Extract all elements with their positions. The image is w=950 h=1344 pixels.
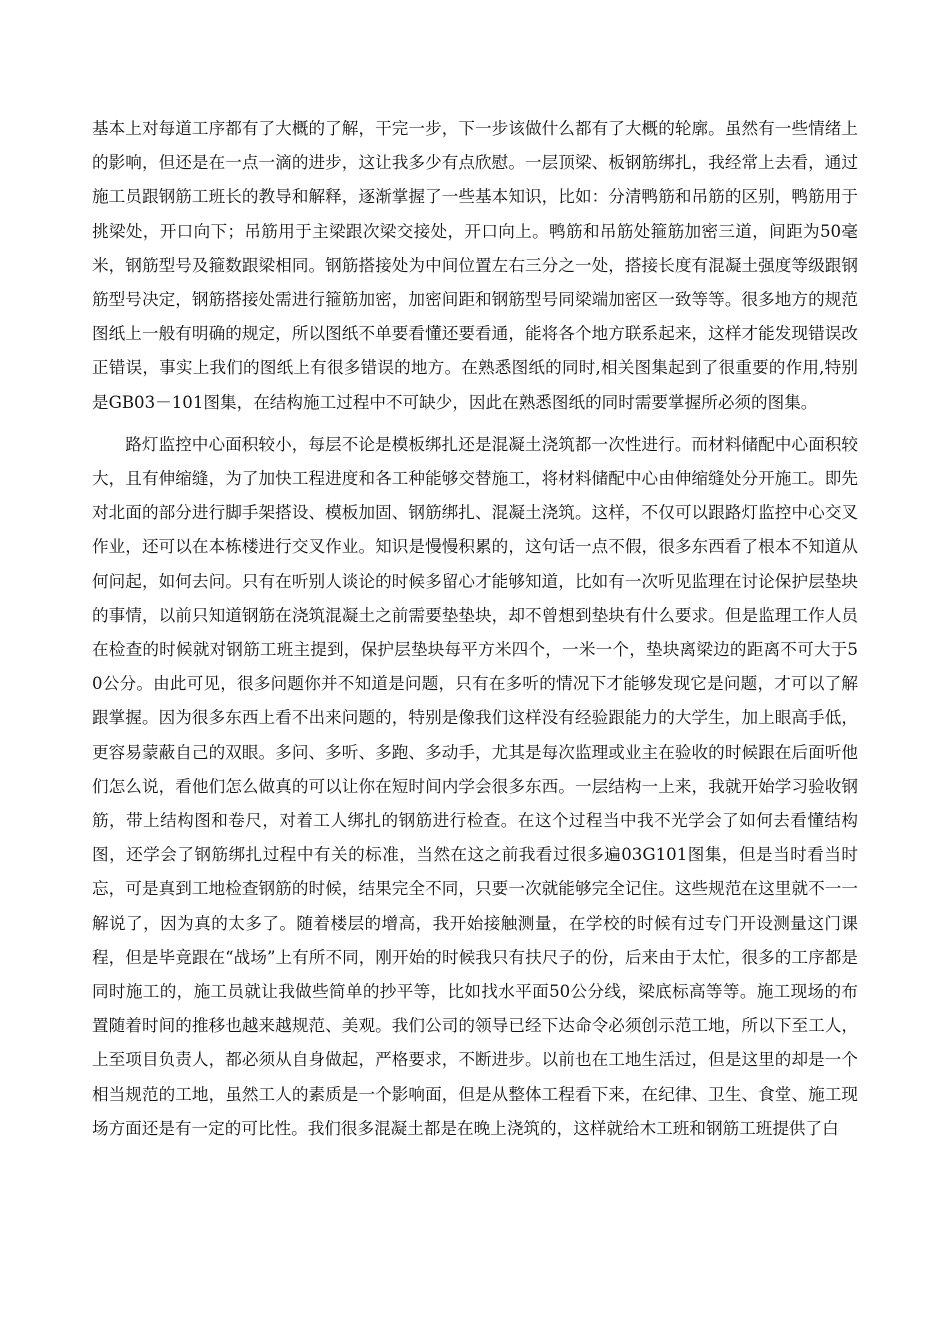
paragraph-1: 基本上对每道工序都有了大概的了解，干完一步，下一步该做什么都有了大概的轮廓。虽然有一些情绪上的影响，但还是在一点一滴的进步，这让我多少有点欣慰。一层顶梁、板钢筋绑扎，我经常上去看，通过施工员跟钢筋工班长的教导和解释，逐渐掌握了一些基本知识，比如：分清鸭筋和吊筋的区别，鸭筋用于挑梁处，开口向下；吊筋用于主梁跟次梁交接处，开口向上。鸭筋和吊筋处箍筋加密三道，间距为50毫米，钢筋型号及箍数跟梁相同。钢筋搭接处为中间位置左右三分之一处，搭接长度有混凝土强度等级跟钢筋型号决定，钢筋搭接处需进行箍筋加密，加密间距和钢筋型号同梁端加密区一致等等。很多地方的规范图纸上一般有明确的规定，所以图纸不单要看懂还要看通，能将各个地方联系起来，这样才能发现错误改正错误，事实上我们的图纸上有很多错误的地方。在熟悉图纸的同时,相关图集起到了很重要的作用,特别是GB03－101图集，在结构施工过程中不可缺少，因此在熟悉图纸的同时需要掌握所必须的图集。 (92, 119, 858, 412)
paragraph-2: 路灯监控中心面积较小，每层不论是模板绑扎还是混凝土浇筑都一次性进行。而材料储配中心面积较大，且有伸缩缝，为了加快工程进度和各工种能够交替施工，将材料储配中心由伸缩缝处分开施工。即先对北面的部分进行脚手架搭设、模板加固、钢筋绑扎、混凝土浇筑。这样，不仅可以跟路灯监控中心交叉作业，还可以在本栋楼进行交叉作业。知识是慢慢积累的，这句话一点不假，很多东西看了根本不知道从何问起，如何去问。只有在听别人谈论的时候多留心才能够知道，比如有一次听见监理在讨论保护层垫块的事情，以前只知道钢筋在浇筑混凝土之前需要垫垫块，却不曾想到垫块有什么要求。但是监理工作人员在检查的时候就对钢筋工班主提到，保护层垫块每平方米四个，一米一个，垫块离梁边的距离不可大于50公分。由此可见，很多问题你并不知道是问题，只有在多听的情况下才能够发现它是问题，才可以了解跟掌握。因为很多东西上看不出来问题的，特别是像我们这样没有经验跟能力的大学生，加上眼高手低，更容易蒙蔽自己的双眼。多问、多听、多跑、多动手，尤其是每次监理或业主在验收的时候跟在后面听他们怎么说，看他们怎么做真的可以让你在短时间内学会很多东西。一层结构一上来，我就开始学习验收钢筋，带上结构图和卷尺，对着工人绑扎的钢筋进行检查。在这个过程当中我不光学会了如何去看懂结构图，还学会了钢筋绑扎过程中有关的标准，当然在这之前我看过很多遍03G101图集，但是当时看当时忘，可是真到工地检查钢筋的时候，结果完全不同，只要一次就能够完全记住。这些规范在这里就不一一解说了，因为真的太多了。随着楼层的增高，我开始接触测量，在学校的时候有过专门开设测量这门课程，但是毕竟跟在“战场”上有所不同，刚开始的时候我只有扶尺子的份，后来由于太忙，很多的工序都是同时施工的，施工员就让我做些简单的抄平等，比如找水平面50公分线，梁底标高等等。施工现场的布置随着时间的推移也越来越规范、美观。我们公司的领导已经下达命令必须创示范工地，所以下至工人，上至项目负责人，都必须从自身做起，严格要求，不断进步。以前也在工地生活过，但是这里的却是一个相当规范的工地，虽然工人的素质是一个影响面，但是从整体工程看下来，在纪律、卫生、食堂、施工现场方面还是有一定的可比性。我们很多混凝土都是在晚上浇筑的，这样就给木工班和钢筋工班提供了白 (92, 434, 858, 1138)
document-body (92, 112, 858, 1154)
